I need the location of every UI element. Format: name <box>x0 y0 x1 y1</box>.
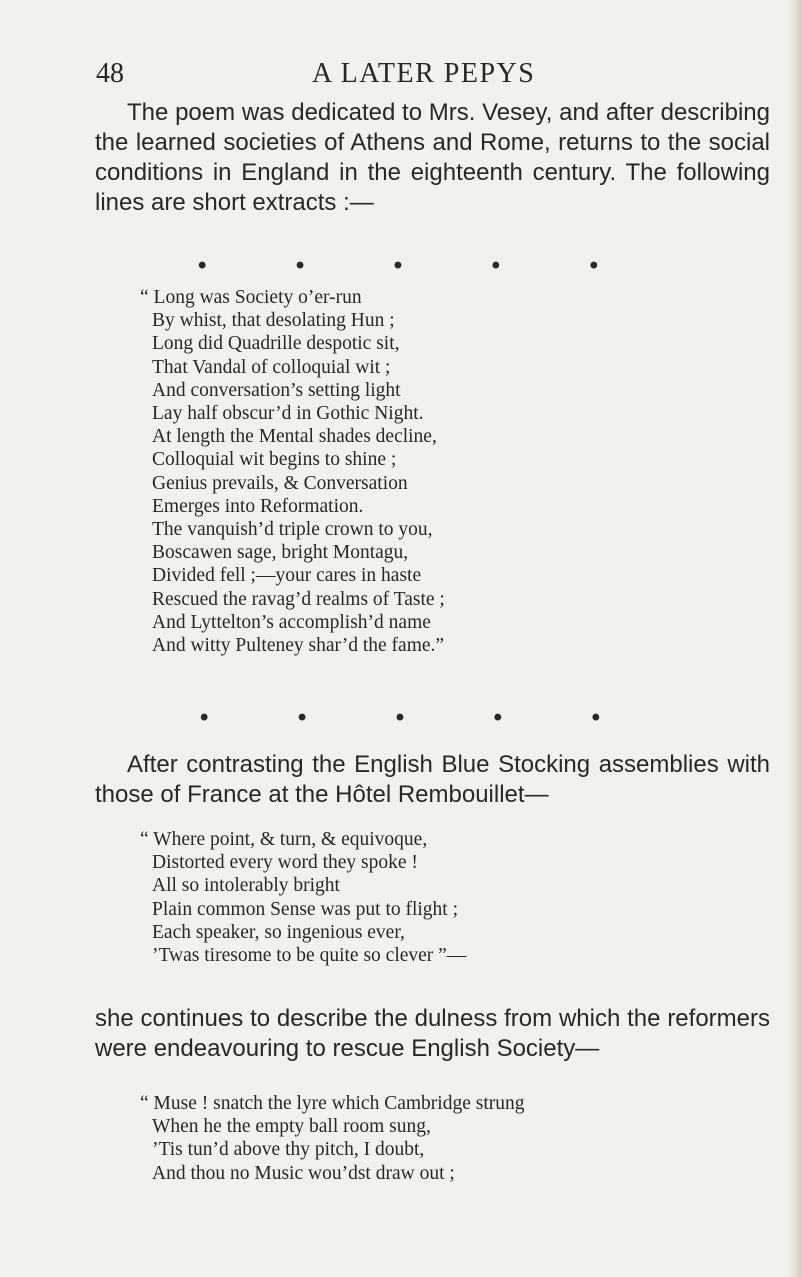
ellipsis-dots <box>198 254 598 278</box>
paragraph-intro <box>95 98 770 218</box>
poem-line: Boscawen sage, bright Montagu, <box>152 542 409 564</box>
poem-line: And thou no Music wou’dst draw out ; <box>152 1162 455 1184</box>
poem-line: “ Muse ! snatch the lyre which Cambridge strung <box>140 1093 525 1114</box>
running-title: A LATER PEPYS <box>312 58 536 89</box>
poem-extract-2 <box>140 828 742 967</box>
poem-line: Long did Quadrille despotic sit, <box>152 333 400 355</box>
page-header <box>96 56 756 96</box>
poem-line: “ Where point, & turn, & equivoque, <box>140 829 428 850</box>
ellipsis-dot: • <box>589 252 598 279</box>
page-edge-shadow <box>787 0 801 1277</box>
poem-line: “ Long was Society o’er-run <box>140 287 362 308</box>
paragraph-contrast <box>95 750 770 810</box>
poem-line: Emerges into Reformation. <box>152 495 364 517</box>
poem-line: Plain common Sense was put to flight ; <box>152 898 459 920</box>
poem-extract-1 <box>140 286 742 657</box>
ellipsis-bottom <box>200 706 790 730</box>
ellipsis-dot: • <box>200 704 209 731</box>
poem-line: By whist, that desolating Hun ; <box>152 310 395 332</box>
poem-line: Genius prevails, & Conversation <box>152 472 408 494</box>
poem-line: Each speaker, so ingenious ever, <box>152 921 405 943</box>
ellipsis-dot: • <box>393 252 403 279</box>
paragraph-intro-text: The poem was dedicated to Mrs. Vesey, and after describing the learned societies of Athens and Rome, returns to the social conditions in England in the eighteenth century. The following lines are short extracts :— <box>95 99 770 216</box>
ellipsis-dot: • <box>295 252 305 279</box>
poem-line: When he the empty ball room sung, <box>152 1116 431 1138</box>
ellipsis-dot: • <box>493 704 503 731</box>
poem-line: All so intolerably bright <box>152 875 340 897</box>
poem-line: Divided fell ;—your cares in haste <box>152 565 422 587</box>
poem-line: And Lyttelton’s accomplish’d name <box>152 611 431 633</box>
paragraph-contrast-text: After contrasting the English Blue Stocking assemblies with those of France at the Hôtel Rembouillet— <box>95 751 770 808</box>
poem-line: Rescued the ravag’d realms of Taste ; <box>152 588 445 610</box>
page-number: 48 <box>96 58 124 89</box>
ellipsis-dot: • <box>297 704 307 731</box>
poem-extract-3 <box>140 1092 742 1185</box>
poem-line: Lay half obscur’d in Gothic Night. <box>152 403 424 425</box>
ellipsis-dot: • <box>491 252 501 279</box>
poem-line: Colloquial wit begins to shine ; <box>152 449 397 471</box>
poem-line: And witty Pulteney shar’d the fame.” <box>152 635 445 657</box>
poem-line: That Vandal of colloquial wit ; <box>152 356 391 378</box>
poem-line: And conversation’s setting light <box>152 379 401 401</box>
poem-line: Distorted every word they spoke ! <box>152 852 418 874</box>
poem-line: ’Twas tiresome to be quite so clever ”— <box>152 945 467 967</box>
ellipsis-dots <box>200 706 600 730</box>
paragraph-continues <box>95 1004 770 1064</box>
ellipsis-dot: • <box>591 704 600 731</box>
paragraph-continues-text: she continues to describe the dulness from which the reformers were endeavouring to rescue English Society— <box>95 1005 770 1062</box>
ellipsis-dot: • <box>395 704 405 731</box>
poem-line: At length the Mental shades decline, <box>152 426 437 448</box>
ellipsis-dot: • <box>198 252 207 279</box>
poem-line: ’Tis tun’d above thy pitch, I doubt, <box>152 1139 425 1161</box>
poem-line: The vanquish’d triple crown to you, <box>152 519 433 541</box>
ellipsis-top <box>198 254 788 278</box>
